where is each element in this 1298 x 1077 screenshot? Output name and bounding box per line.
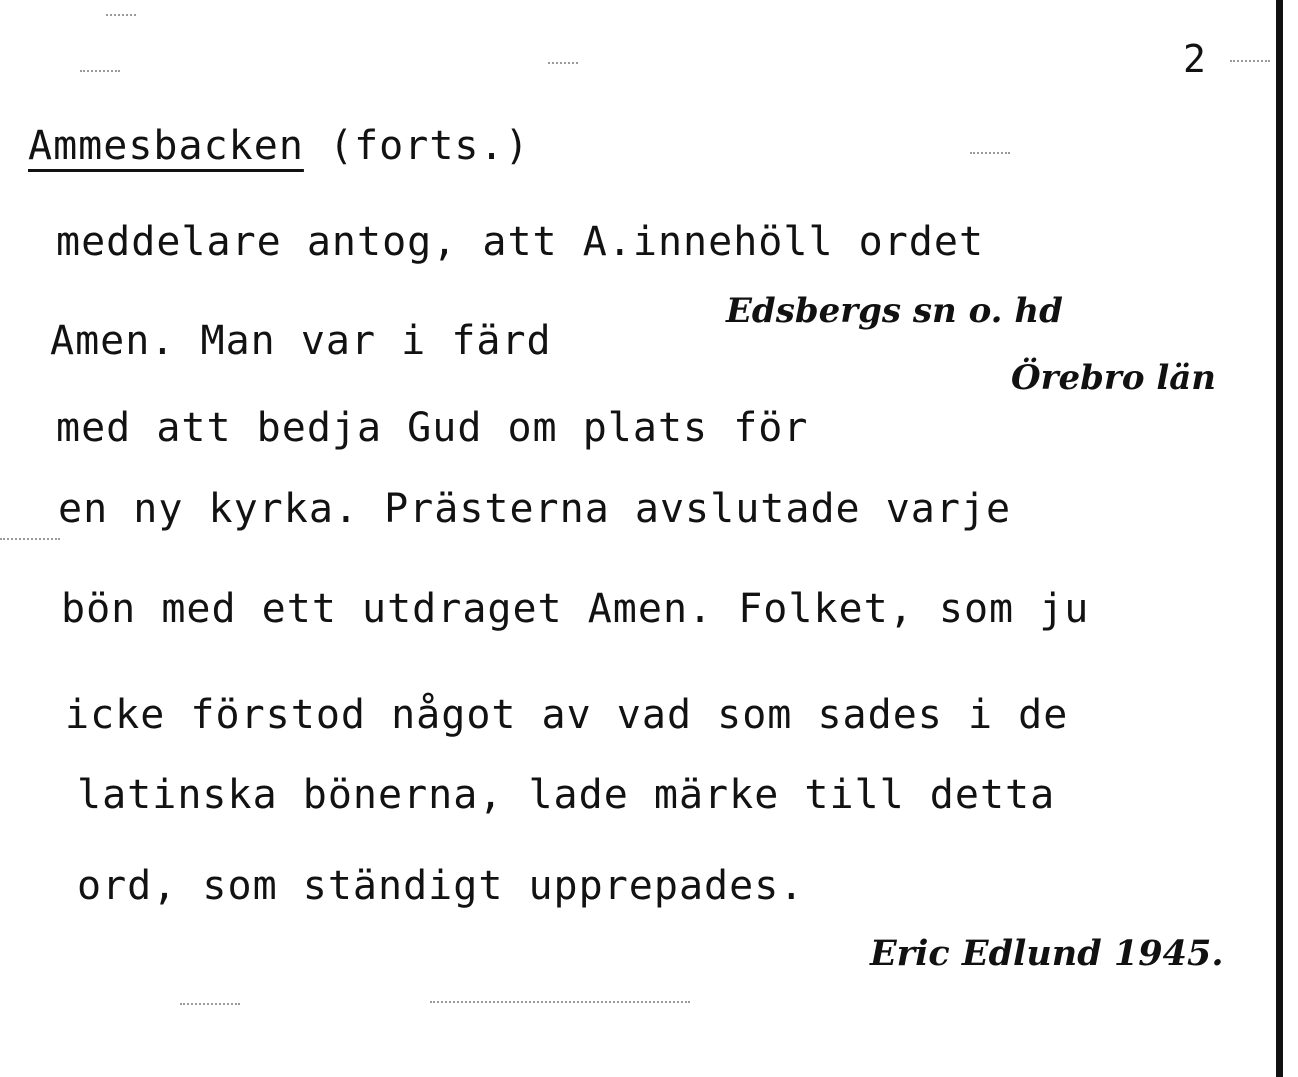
body-line: Amen. Man var i färd <box>50 318 552 364</box>
card-heading <box>28 123 530 169</box>
scan-noise-dots <box>180 1003 240 1005</box>
scan-noise-dots <box>430 1001 690 1003</box>
body-line: med att bedja Gud om plats för <box>56 405 809 451</box>
body-line: ord, som ständigt upprepades. <box>77 863 805 909</box>
card-edge-border <box>1276 0 1283 1077</box>
body-line: latinska bönerna, lade märke till detta <box>77 772 1056 818</box>
scan-noise-dots <box>970 152 1010 154</box>
scan-noise-dots <box>1230 60 1270 62</box>
collector-signature: Eric Edlund 1945. <box>870 933 1224 974</box>
heading-suffix: (forts.) <box>329 123 530 169</box>
body-line: meddelare antog, att A.innehöll ordet <box>56 219 985 265</box>
scan-noise-dots <box>548 62 578 64</box>
scan-noise-dots <box>80 70 120 72</box>
page-number: 2 <box>1183 37 1207 81</box>
scan-noise-dots <box>0 538 60 540</box>
county-stamp: Örebro län <box>1011 358 1217 398</box>
body-line: bön med ett utdraget Amen. Folket, som ju <box>61 586 1090 632</box>
scan-noise-dots <box>106 14 136 16</box>
body-line: en ny kyrka. Prästerna avslutade varje <box>58 486 1012 532</box>
body-line: icke förstod något av vad som sades i de <box>65 692 1069 738</box>
place-name: Ammesbacken <box>28 123 304 169</box>
parish-stamp: Edsbergs sn o. hd <box>726 291 1063 331</box>
